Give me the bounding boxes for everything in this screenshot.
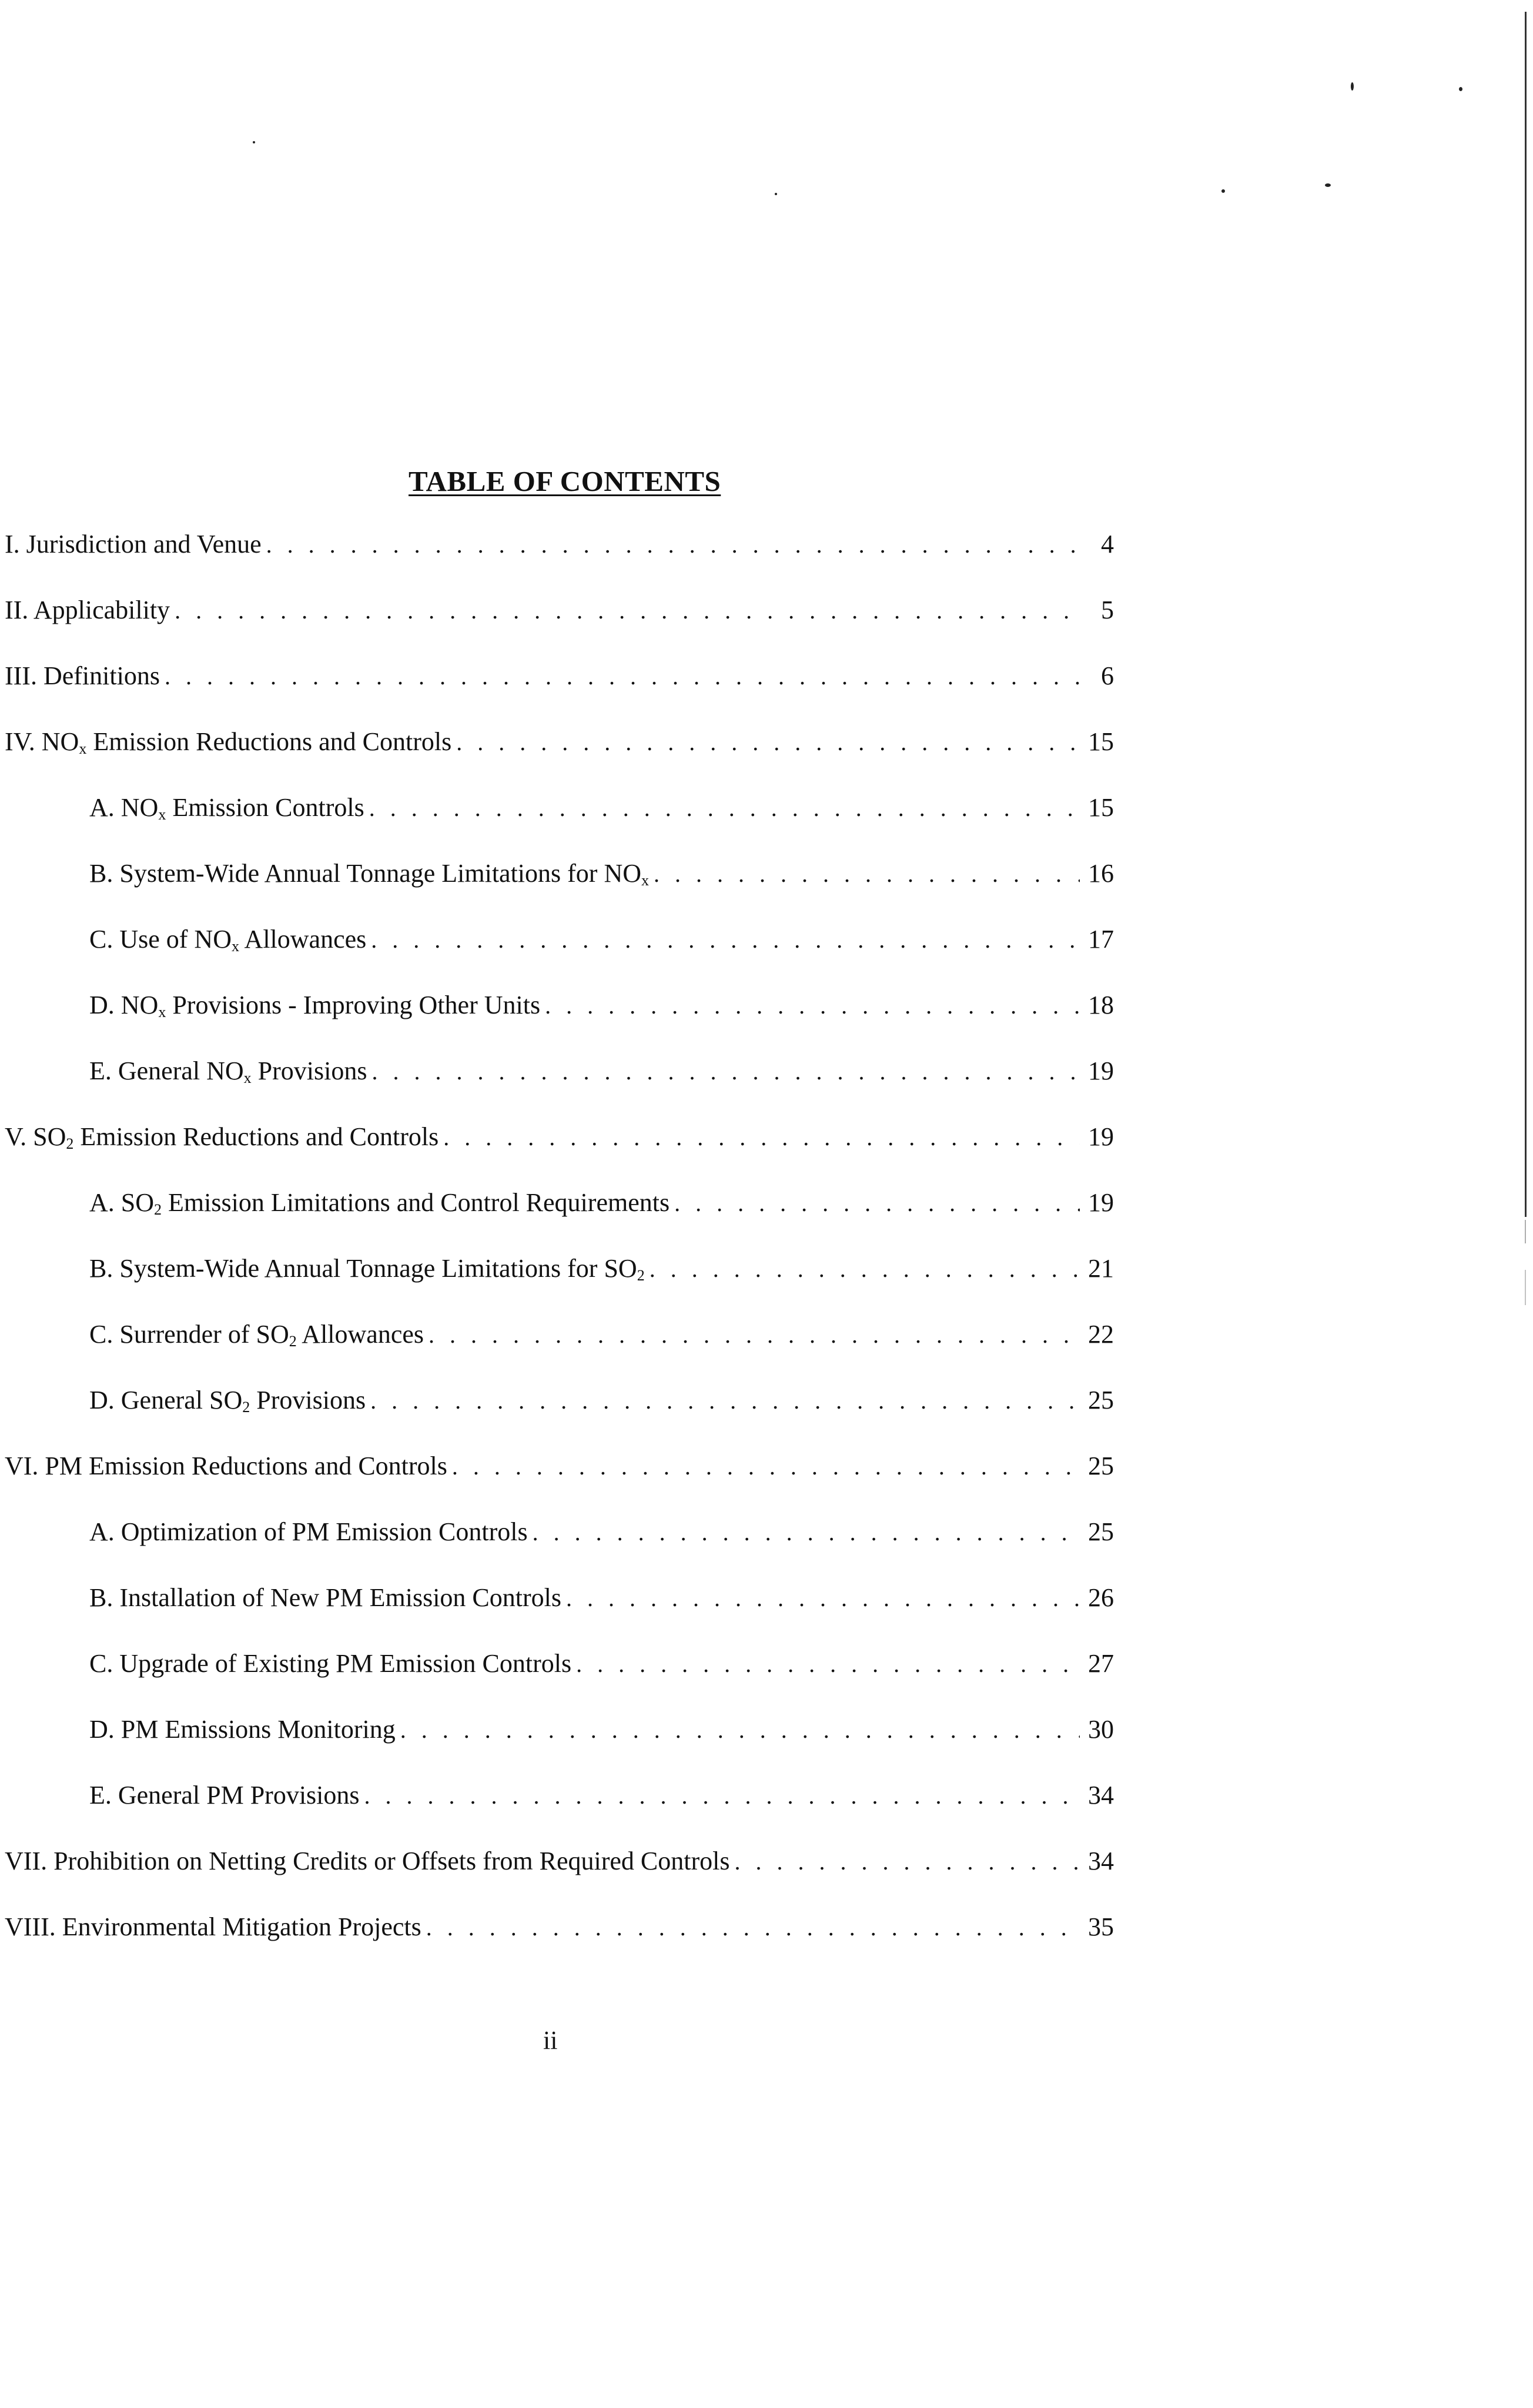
toc-entry bbox=[89, 1056, 1114, 1091]
toc-entry-title-text: II. Applicability bbox=[5, 596, 170, 624]
scan-speck bbox=[1221, 189, 1225, 193]
toc-dot-leader bbox=[576, 1650, 1080, 1678]
toc-entry-title-text: B. System-Wide Annual Tonnage Limitations for SO bbox=[89, 1254, 637, 1283]
toc-entry bbox=[89, 1517, 1114, 1552]
toc-entry-page: 19 bbox=[1088, 1122, 1114, 1151]
toc-entry bbox=[89, 1253, 1114, 1289]
toc-entry-title bbox=[89, 1517, 528, 1547]
toc-entry-page: 4 bbox=[1101, 530, 1114, 558]
toc-entry-title bbox=[89, 1319, 424, 1349]
toc-dot-leader bbox=[452, 1453, 1080, 1480]
toc-dot-leader bbox=[364, 1782, 1080, 1810]
toc-entry-subscript: 2 bbox=[637, 1267, 645, 1284]
toc-entry bbox=[5, 529, 1114, 564]
scan-edge-line bbox=[1525, 12, 1527, 1217]
toc-dot-leader bbox=[400, 1716, 1080, 1744]
toc-entry-title bbox=[89, 1253, 645, 1283]
toc-entry-title bbox=[89, 1188, 670, 1218]
toc-dot-leader bbox=[654, 860, 1080, 888]
toc-entry-title-text: V. SO bbox=[5, 1122, 66, 1151]
page-number: ii bbox=[543, 2026, 558, 2055]
toc-entry-page: 19 bbox=[1088, 1056, 1114, 1085]
toc-entry-page: 34 bbox=[1088, 1847, 1114, 1875]
toc-dot-leader bbox=[533, 1519, 1080, 1546]
toc-entry-page: 25 bbox=[1088, 1386, 1114, 1414]
toc-entry-title-text: C. Upgrade of Existing PM Emission Controls bbox=[89, 1649, 572, 1678]
toc-dot-leader bbox=[175, 597, 1080, 624]
toc-entry bbox=[89, 1714, 1114, 1750]
toc-entry-subscript: 2 bbox=[242, 1399, 250, 1416]
toc-entry bbox=[89, 1648, 1114, 1684]
toc-entry-title-text: A. NO bbox=[89, 793, 159, 822]
toc-dot-leader bbox=[674, 1189, 1080, 1217]
scan-speck bbox=[253, 141, 255, 143]
toc-entry-title-text: A. SO bbox=[89, 1188, 155, 1217]
toc-entry-title-text: I. Jurisdiction and Venue bbox=[5, 530, 262, 558]
toc-entry-title-text: E. General NO bbox=[89, 1056, 244, 1085]
toc-entry-title-text: D. General SO bbox=[89, 1386, 243, 1414]
toc-entry-title-text: III. Definitions bbox=[5, 661, 160, 690]
toc-entry-title bbox=[5, 1122, 439, 1152]
toc-entry bbox=[89, 858, 1114, 894]
toc-entry bbox=[89, 1385, 1114, 1420]
toc-entry-title-text: VIII. Environmental Mitigation Projects bbox=[5, 1912, 421, 1941]
toc-entry-title bbox=[89, 858, 649, 888]
toc-entry-title bbox=[89, 1714, 396, 1744]
toc-entry-title-text: D. PM Emissions Monitoring bbox=[89, 1715, 396, 1744]
toc-dot-leader bbox=[566, 1584, 1080, 1612]
toc-entry bbox=[89, 1188, 1114, 1223]
toc-entry-title bbox=[89, 1780, 360, 1810]
toc-dot-leader bbox=[456, 728, 1080, 756]
toc-entry-page: 6 bbox=[1101, 661, 1114, 690]
scan-speck bbox=[775, 193, 777, 195]
toc-entry-title bbox=[5, 1912, 421, 1942]
toc-entry-page: 25 bbox=[1088, 1517, 1114, 1546]
toc-entry-title-text: Emission Limitations and Control Requirements bbox=[162, 1188, 670, 1217]
toc-entry-subscript: x bbox=[158, 806, 166, 823]
toc-entry-title-text: VII. Prohibition on Netting Credits or Offsets from Required Controls bbox=[5, 1847, 730, 1875]
scan-speck bbox=[1459, 87, 1462, 91]
toc-entry-title bbox=[89, 1385, 366, 1415]
toc-entry-title-text: A. Optimization of PM Emission Controls bbox=[89, 1517, 528, 1546]
toc-entry-subscript: x bbox=[243, 1069, 252, 1086]
toc-entry-title bbox=[89, 792, 364, 822]
toc-dot-leader bbox=[650, 1255, 1080, 1283]
toc-entry-subscript: 2 bbox=[289, 1333, 297, 1350]
toc-entry bbox=[89, 792, 1114, 828]
toc-entry-title-text: B. Installation of New PM Emission Controls bbox=[89, 1583, 561, 1612]
scan-speck bbox=[1325, 183, 1331, 187]
toc-entry bbox=[89, 924, 1114, 959]
toc-entry bbox=[89, 1583, 1114, 1618]
toc-entry-title bbox=[89, 990, 540, 1020]
toc-entry-page: 27 bbox=[1088, 1649, 1114, 1678]
toc-dot-leader bbox=[545, 992, 1080, 1019]
toc-entry-page: 34 bbox=[1088, 1781, 1114, 1810]
toc-entry-title bbox=[5, 661, 160, 691]
toc-entry-page: 22 bbox=[1088, 1320, 1114, 1349]
toc-dot-leader bbox=[443, 1123, 1080, 1151]
toc-entry-title-text: VI. PM Emission Reductions and Controls bbox=[5, 1452, 447, 1480]
toc-entry-title bbox=[89, 924, 366, 954]
toc-entry bbox=[5, 1846, 1114, 1881]
toc-entry-subscript: x bbox=[79, 740, 87, 757]
toc-dot-leader bbox=[429, 1321, 1080, 1349]
toc-entry-page: 21 bbox=[1088, 1254, 1114, 1283]
toc-dot-leader bbox=[165, 663, 1080, 690]
toc-entry-title-text: IV. NO bbox=[5, 727, 79, 756]
toc-entry-title bbox=[5, 595, 170, 625]
toc-entry-title bbox=[5, 1451, 447, 1481]
toc-entry bbox=[89, 990, 1114, 1025]
toc-entry-page: 5 bbox=[1101, 596, 1114, 624]
toc-entry-title bbox=[5, 1846, 730, 1876]
scan-edge-line bbox=[1525, 1270, 1526, 1305]
toc-entry-subscript: 2 bbox=[154, 1201, 162, 1218]
toc-dot-leader bbox=[426, 1914, 1080, 1941]
toc-dot-leader bbox=[371, 926, 1080, 954]
toc-entry bbox=[5, 1451, 1114, 1486]
toc-entry-page: 16 bbox=[1088, 859, 1114, 888]
toc-entry-title bbox=[89, 1583, 561, 1613]
toc-entry-title-text: Allowances bbox=[239, 925, 367, 954]
page-title: TABLE OF CONTENTS bbox=[409, 465, 721, 497]
toc-dot-leader bbox=[266, 531, 1080, 558]
toc-entry bbox=[5, 1122, 1114, 1157]
toc-entry-title-text: Emission Controls bbox=[166, 793, 364, 822]
toc-entry-title-text: C. Use of NO bbox=[89, 925, 232, 954]
toc-entry-page: 15 bbox=[1088, 793, 1114, 822]
toc-entry-page: 18 bbox=[1088, 991, 1114, 1019]
toc-entry-title-text: Provisions bbox=[251, 1056, 367, 1085]
toc-entry-page: 30 bbox=[1088, 1715, 1114, 1744]
scan-edge-line bbox=[1525, 1220, 1526, 1243]
toc-entry bbox=[5, 727, 1114, 762]
toc-entry-title bbox=[89, 1648, 571, 1678]
toc-entry-page: 17 bbox=[1088, 925, 1114, 954]
toc-entry-title-text: E. General PM Provisions bbox=[89, 1781, 360, 1810]
toc-entry-title-text: B. System-Wide Annual Tonnage Limitations for NO bbox=[89, 859, 641, 888]
toc-entry bbox=[5, 595, 1114, 630]
toc-entry-title-text: C. Surrender of SO bbox=[89, 1320, 289, 1349]
toc-entry bbox=[89, 1780, 1114, 1815]
toc-entry bbox=[89, 1319, 1114, 1354]
toc-entry-title-text: Provisions bbox=[250, 1386, 366, 1414]
toc-entry-title bbox=[89, 1056, 367, 1086]
toc-entry-title-text: Provisions - Improving Other Units bbox=[166, 991, 541, 1019]
toc-entry-page: 35 bbox=[1088, 1912, 1114, 1941]
toc-entry-subscript: x bbox=[231, 938, 239, 955]
toc-dot-leader bbox=[372, 1058, 1080, 1085]
toc-entry-page: 19 bbox=[1088, 1188, 1114, 1217]
scan-speck bbox=[1351, 82, 1354, 91]
toc-entry-title-text: D. NO bbox=[89, 991, 159, 1019]
toc-dot-leader bbox=[735, 1848, 1080, 1875]
toc-entry bbox=[5, 661, 1114, 696]
toc-entry-subscript: 2 bbox=[66, 1135, 74, 1152]
toc-entry-subscript: x bbox=[641, 872, 649, 889]
toc-entry-page: 26 bbox=[1088, 1583, 1114, 1612]
toc-dot-leader bbox=[369, 794, 1080, 822]
toc-dot-leader bbox=[370, 1387, 1080, 1414]
toc-entry-page: 15 bbox=[1088, 727, 1114, 756]
toc-entry-title bbox=[5, 529, 262, 559]
toc-entry-title bbox=[5, 727, 451, 757]
toc-entry-subscript: x bbox=[158, 1004, 166, 1021]
toc-entry-title-text: Emission Reductions and Controls bbox=[86, 727, 452, 756]
toc-entry-page: 25 bbox=[1088, 1452, 1114, 1480]
toc-entry-title-text: Allowances bbox=[296, 1320, 424, 1349]
toc-entry bbox=[5, 1912, 1114, 1947]
toc-entry-title-text: Emission Reductions and Controls bbox=[73, 1122, 439, 1151]
